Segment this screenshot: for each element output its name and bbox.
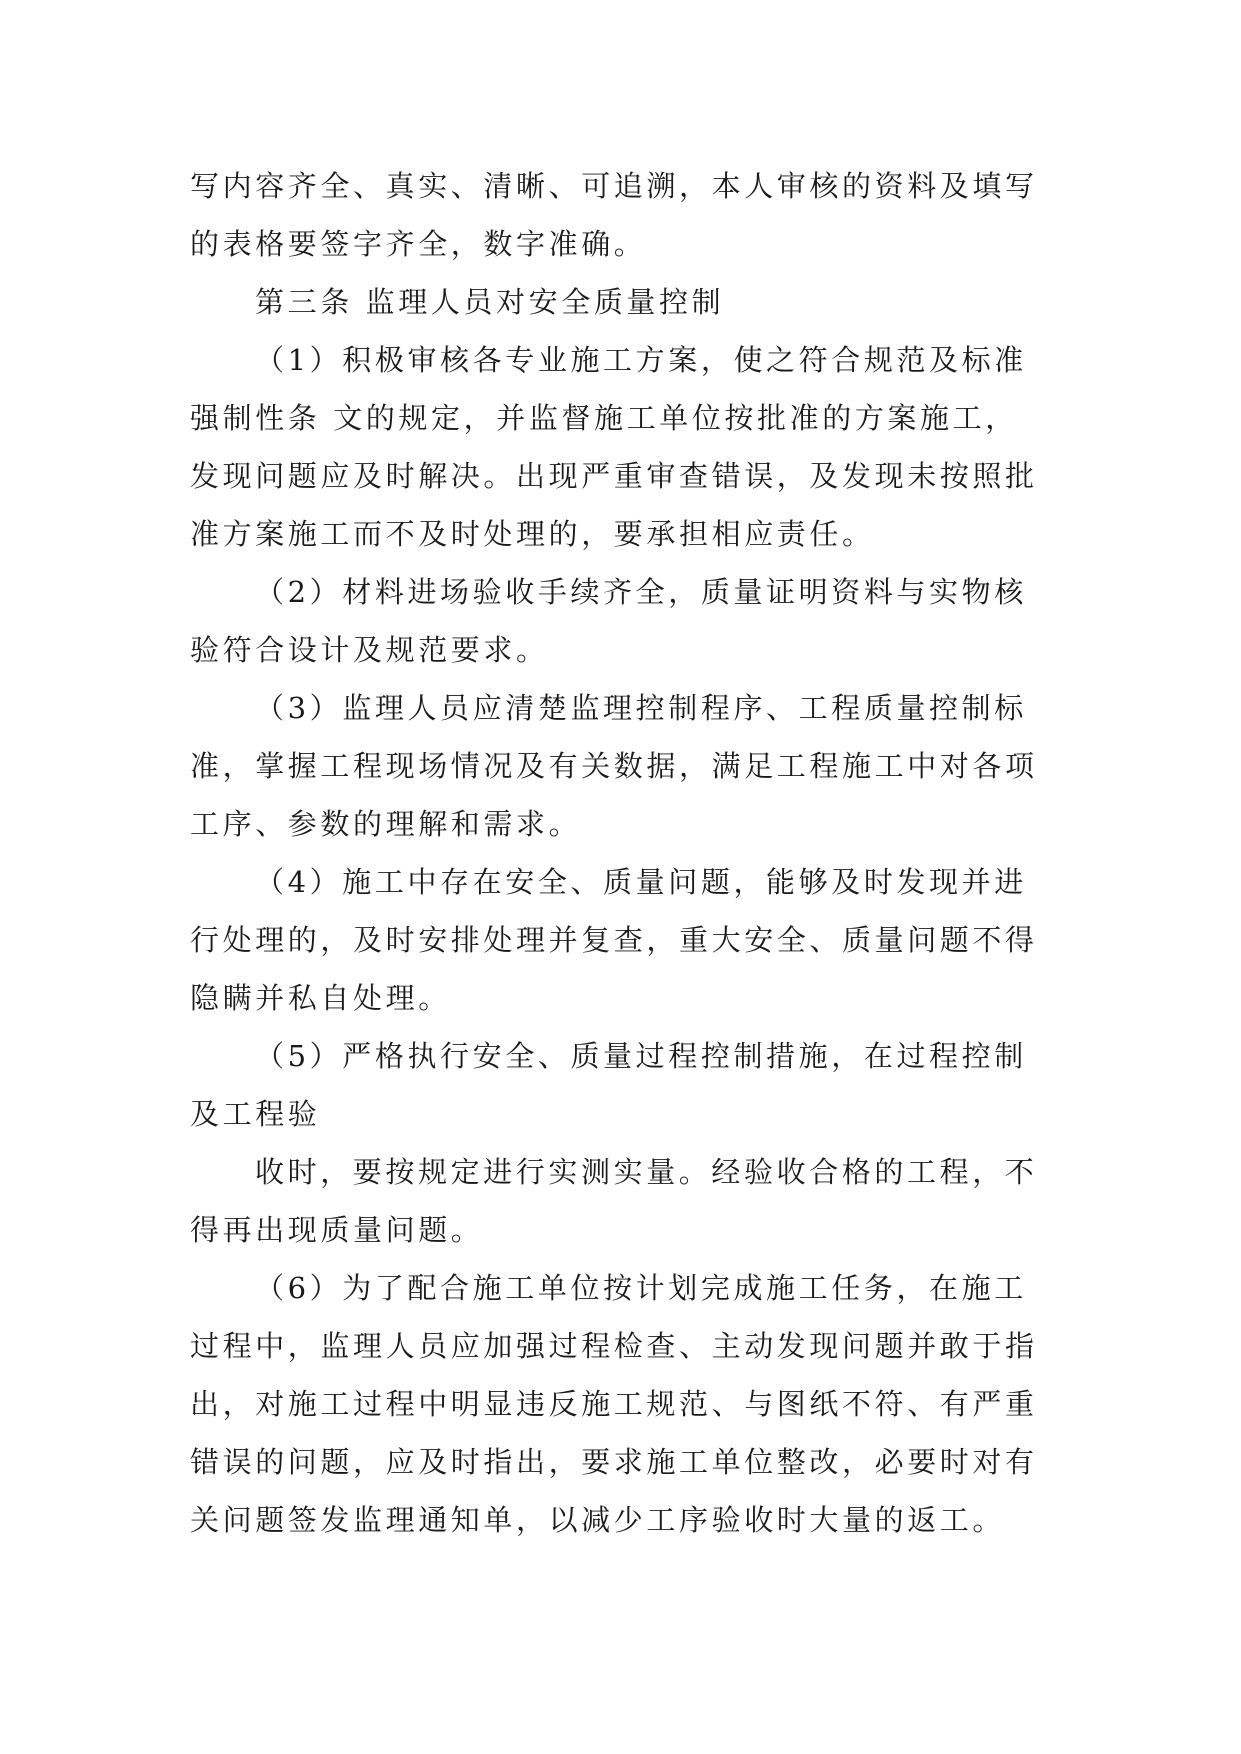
text-line: （3）监理人员应清楚监理控制程序、工程质量控制标	[255, 691, 1027, 725]
text-line: （2）材料进场验收手续齐全，质量证明资料与实物核	[255, 575, 1027, 609]
text-line: 工序、参数的理解和需求。	[190, 807, 582, 841]
text-line: 准，掌握工程现场情况及有关数据，满足工程施工中对各项	[190, 749, 1038, 783]
text-line: 出，对施工过程中明显违反施工规范、与图纸不符、有严重	[190, 1387, 1038, 1421]
text-line: 验符合设计及规范要求。	[190, 633, 549, 667]
text-line: 发现问题应及时解决。出现严重审查错误，及发现未按照批	[190, 459, 1038, 493]
text-line: 得再出现质量问题。	[190, 1213, 484, 1247]
text-line: 错误的问题，应及时指出，要求施工单位整改，必要时对有	[190, 1445, 1038, 1479]
text-line: （6）为了配合施工单位按计划完成施工任务，在施工	[255, 1271, 1027, 1305]
text-line: 及工程验	[190, 1097, 321, 1131]
text-line: 收时，要按规定进行实测实量。经验收合格的工程，不	[255, 1155, 1038, 1189]
text-line: （4）施工中存在安全、质量问题，能够及时发现并进	[255, 865, 1027, 899]
document-body	[190, 157, 1060, 1549]
text-line: 隐瞒并私自处理。	[190, 981, 451, 1015]
article-heading: 第三条 监理人员对安全质量控制	[255, 285, 725, 319]
text-line: 行处理的，及时安排处理并复查，重大安全、质量问题不得	[190, 923, 1038, 957]
text-line: 过程中，监理人员应加强过程检查、主动发现问题并敢于指	[190, 1329, 1038, 1363]
text-line: 强制性条 文的规定，并监督施工单位按批准的方案施工，	[190, 401, 1018, 435]
text-line: 的表格要签字齐全，数字准确。	[190, 227, 647, 261]
text-line: 准方案施工而不及时处理的，要承担相应责任。	[190, 517, 875, 551]
text-line: （5）严格执行安全、质量过程控制措施，在过程控制	[255, 1039, 1027, 1073]
text-line: （1）积极审核各专业施工方案，使之符合规范及标准	[255, 343, 1027, 377]
text-line: 关问题签发监理通知单，以减少工序验收时大量的返工。	[190, 1503, 1006, 1537]
text-line: 写内容齐全、真实、清晰、可追溯，本人审核的资料及填写	[190, 169, 1038, 203]
